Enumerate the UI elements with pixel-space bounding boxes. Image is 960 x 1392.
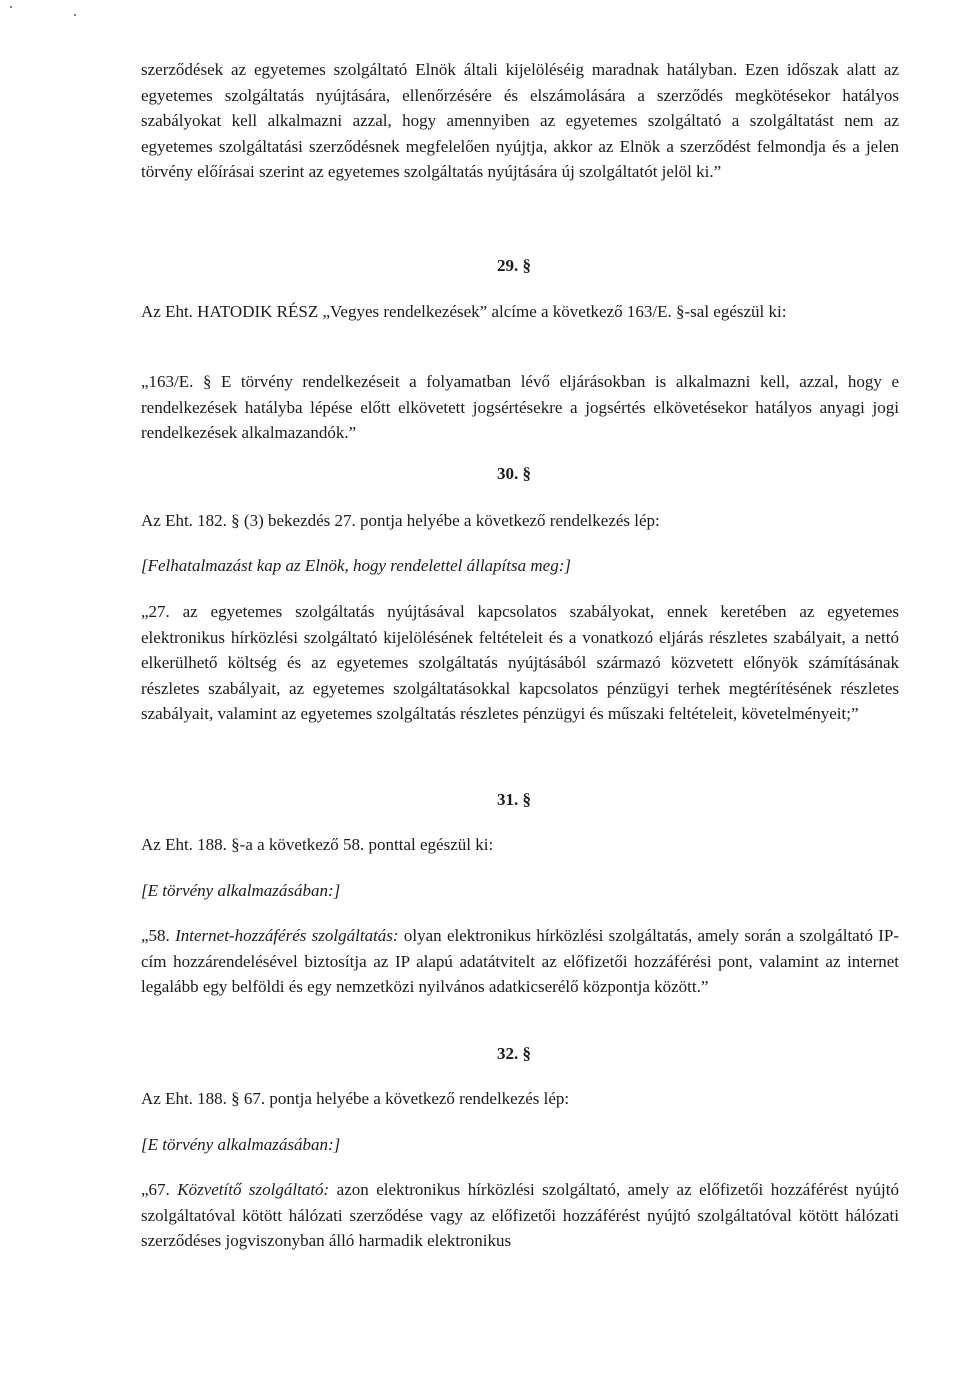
section-32-definition: azon elektronikus hírközlési szolgáltató, amely az előfizetői hozzáférést nyújtó szolgáltatóval kötött hálózati szerződése vagy az előfizetői hozzáférést nyújtó szolgáltatóval kötött hálózati szerződéses jogviszonyban álló harmadik elektronikus [141, 1180, 899, 1250]
section-32-number: „67. [141, 1180, 170, 1199]
section-32-bracket: [E törvény alkalmazásában:] [141, 1135, 341, 1154]
section-31-defined-term: Internet-hozzáférés szolgáltatás: [175, 926, 399, 945]
section-32-defined-term: Közvetítő szolgáltató: [177, 1180, 330, 1199]
section-31-definition: olyan elektronikus hírközlési szolgáltatás, amely során a szolgáltató IP-cím hozzárendelésével biztosítja az IP alapú adatátvitelt az előfizetői hozzáférési pont, valamint az internet legalább egy belföldi és egy nemzetközi nyilvános adatkicserélő központja között.” [141, 926, 900, 996]
section-31-text [141, 923, 899, 1000]
scan-speck [10, 6, 12, 8]
section-heading-29: 29. § [497, 256, 531, 275]
section-29-intro: Az Eht. HATODIK RÉSZ „Vegyes rendelkezések” alcíme a következő 163/E. §-sal egészül ki: [141, 302, 787, 321]
scan-speck [74, 14, 76, 16]
section-31-intro: Az Eht. 188. §-a a következő 58. ponttal egészül ki: [141, 835, 494, 854]
section-30-intro: Az Eht. 182. § (3) bekezdés 27. pontja helyébe a következő rendelkezés lép: [141, 511, 660, 530]
section-32-intro: Az Eht. 188. § 67. pontja helyébe a következő rendelkezés lép: [141, 1089, 570, 1108]
section-29-text: „163/E. § E törvény rendelkezéseit a folyamatban lévő eljárásokban is alkalmazni kell, azzal, hogy e rendelkezések hatályba lépése előtt elkövetett jogsértésekre a jogsértés elkövetésekor hatályos anyagi jogi rendelkezések alkalmazandók.” [141, 372, 899, 442]
section-heading-32: 32. § [497, 1044, 531, 1063]
section-30-bracket: [Felhatalmazást kap az Elnök, hogy rendelettel állapítsa meg:] [141, 556, 571, 575]
section-31-number: „58. [141, 926, 170, 945]
section-heading-30: 30. § [497, 464, 531, 483]
section-30-text: „27. az egyetemes szolgáltatás nyújtásával kapcsolatos szabályokat, ennek keretében az egyetemes elektronikus hírközlési szolgáltató kijelölésének feltételeit és a vonatkozó eljárás részletes szabályait, a nettó elkerülhető költség és az egyetemes szolgáltatás nyújtásából származó közvetett előnyök számításának részletes szabályait, az egyetemes szolgáltatásokkal kapcsolatos pénzügyi terhek megtérítésének részletes szabályait, valamint az egyetemes szolgáltatás részletes pénzügyi és műszaki feltételeit, követelményeit;” [141, 602, 899, 723]
section-32-text [141, 1177, 899, 1254]
section-heading-31: 31. § [497, 790, 531, 809]
paragraph-continuation: szerződések az egyetemes szolgáltató Elnök általi kijelöléséig maradnak hatályban. Ezen időszak alatt az egyetemes szolgáltatás nyújtására, ellenőrzésére és elszámolására a szerződés megkötésekor hatályos szabályokat kell alkalmazni azzal, hogy amennyiben az egyetemes szolgáltató a szolgáltatást nem az egyetemes szolgáltatási szerződésnek megfelelően nyújtja, akkor az Elnök a szerződést felmondja és a jelen törvény előírásai szerint az egyetemes szolgáltatás nyújtására új szolgáltatót jelöl ki.” [141, 60, 899, 181]
section-31-bracket: [E törvény alkalmazásában:] [141, 881, 341, 900]
